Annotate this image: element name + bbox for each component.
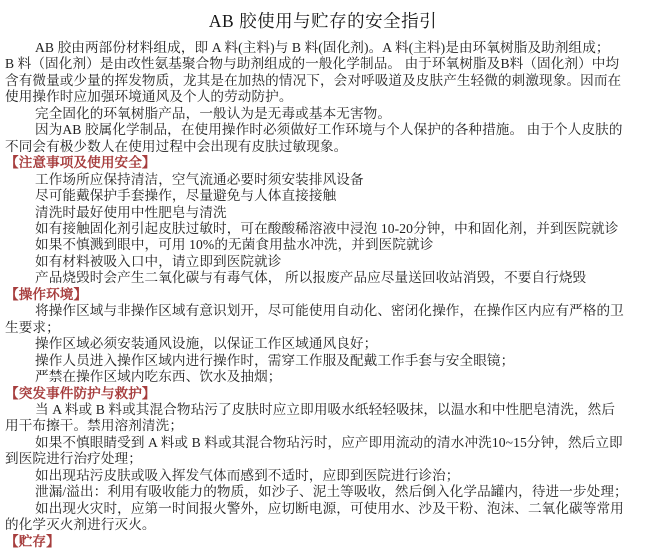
text-line: 如出现玷污皮肤或吸入挥发气体而感到不适时，应即到医院进行诊治；: [35, 467, 460, 483]
text-line: 操作区域必须安装通风设施，以保证工作区域通风良好；: [35, 336, 378, 352]
text-line: 完全固化的环氧树脂产品，一般认为是无毒或基本无害物。: [35, 105, 392, 121]
text-line: 如有材料被吸入口中，请立即到医院就诊: [35, 253, 282, 269]
text-line: 如果不慎眼睛受到 A 料或 B 料或其混合物玷污时，应产即用流动的清水冲洗10~15分钟，然后立即: [35, 434, 623, 450]
text-line: 当 A 料或 B 料或其混合物玷污了皮肤时应立即用吸水纸轻轻吸抹，以温水和中性肥皂清洗，然后: [35, 401, 616, 417]
text-line: 操作人员进入操作区域内进行操作时，需穿工作服及配戴工作手套与安全眼镜；: [35, 352, 515, 368]
text-line: B 料（固化剂）是由改性氨基聚合物与助剂组成的一般化学制品。 由于环氧树脂及B料（固化剂）中均: [5, 56, 620, 72]
text-line: 不同会有极少数人在使用过程中会出现有皮肤过敏现象。: [5, 138, 348, 154]
text-line: 含有微量或少量的挥发物质，龙其是在加热的情况下，会对呼吸道及皮肤产生轻微的刺激现象。因而在: [5, 72, 622, 88]
text-line: 因为AB 胶属化学制品，在使用操作时必须做好工作环境与个人保护的各种措施。 由于个人皮肤的: [35, 122, 623, 138]
text-line: 产品烧毁时会产生二氧化碳与有毒气体， 所以报废产品应尽量送回收站消毁，不要自行烧毁: [35, 270, 587, 286]
text-line: 严禁在操作区域内吃东西、饮水及抽烟；: [35, 369, 282, 385]
text-line: 如有接触固化剂引起皮肤过敏时，可在酸酸稀溶液中浸泡 10-20分钟，中和固化剂，并到医院就诊: [35, 220, 619, 236]
text-line: 如出现火灾时，应第一时间报火警外，应切断电源，可使用水、沙及干粉、泡沫、二氧化碳等常用: [35, 500, 624, 516]
section-header: 【操作环境】: [5, 286, 88, 302]
section-header: 【注意事项及使用安全】: [5, 155, 156, 171]
text-line: 到医院进行治疗处理；: [5, 451, 142, 467]
text-line: 的化学灭火剂进行灭火。: [5, 517, 156, 533]
text-line: 使用操作时应加强环境通风及个人的劳动防护。: [5, 89, 293, 105]
text-line: 用干布擦干。禁用溶剂清洗；: [5, 418, 184, 434]
text-line: 工作场所应保持清洁，空气流通必要时须安装排风设备: [35, 171, 364, 187]
text-line: 将操作区域与非操作区域有意识划开，尽可能使用自动化、密闭化操作，在操作区内应有严格的卫: [35, 303, 624, 319]
text-line: 如果不慎溅到眼中，可用 10%的无菌食用盐水冲洗，并到医院就诊: [35, 237, 434, 253]
text-line: AB 胶由两部份材料组成，即 A 料(主料)与 B 料(固化剂)。A 料(主料)是由环氧树脂及助剂组成；: [35, 40, 610, 55]
section-header: 【贮存】: [5, 533, 60, 549]
document-title: AB 胶使用与贮存的安全指引: [208, 11, 438, 31]
text-line: 清洗时最好使用中性肥皂与清洗: [35, 204, 227, 220]
section-header: 【突发事件防护与救护】: [5, 385, 156, 401]
text-line: 生要求；: [5, 319, 60, 335]
text-line: 泄漏/溢出：利用有吸收能力的物质，如沙子、泥土等吸收，然后倒入化学品罐内，待进一步处理；: [35, 484, 628, 500]
text-line: 尽可能戴保护手套操作，尽量避免与人体直接接触: [35, 188, 337, 204]
document-body: [5, 40, 641, 550]
